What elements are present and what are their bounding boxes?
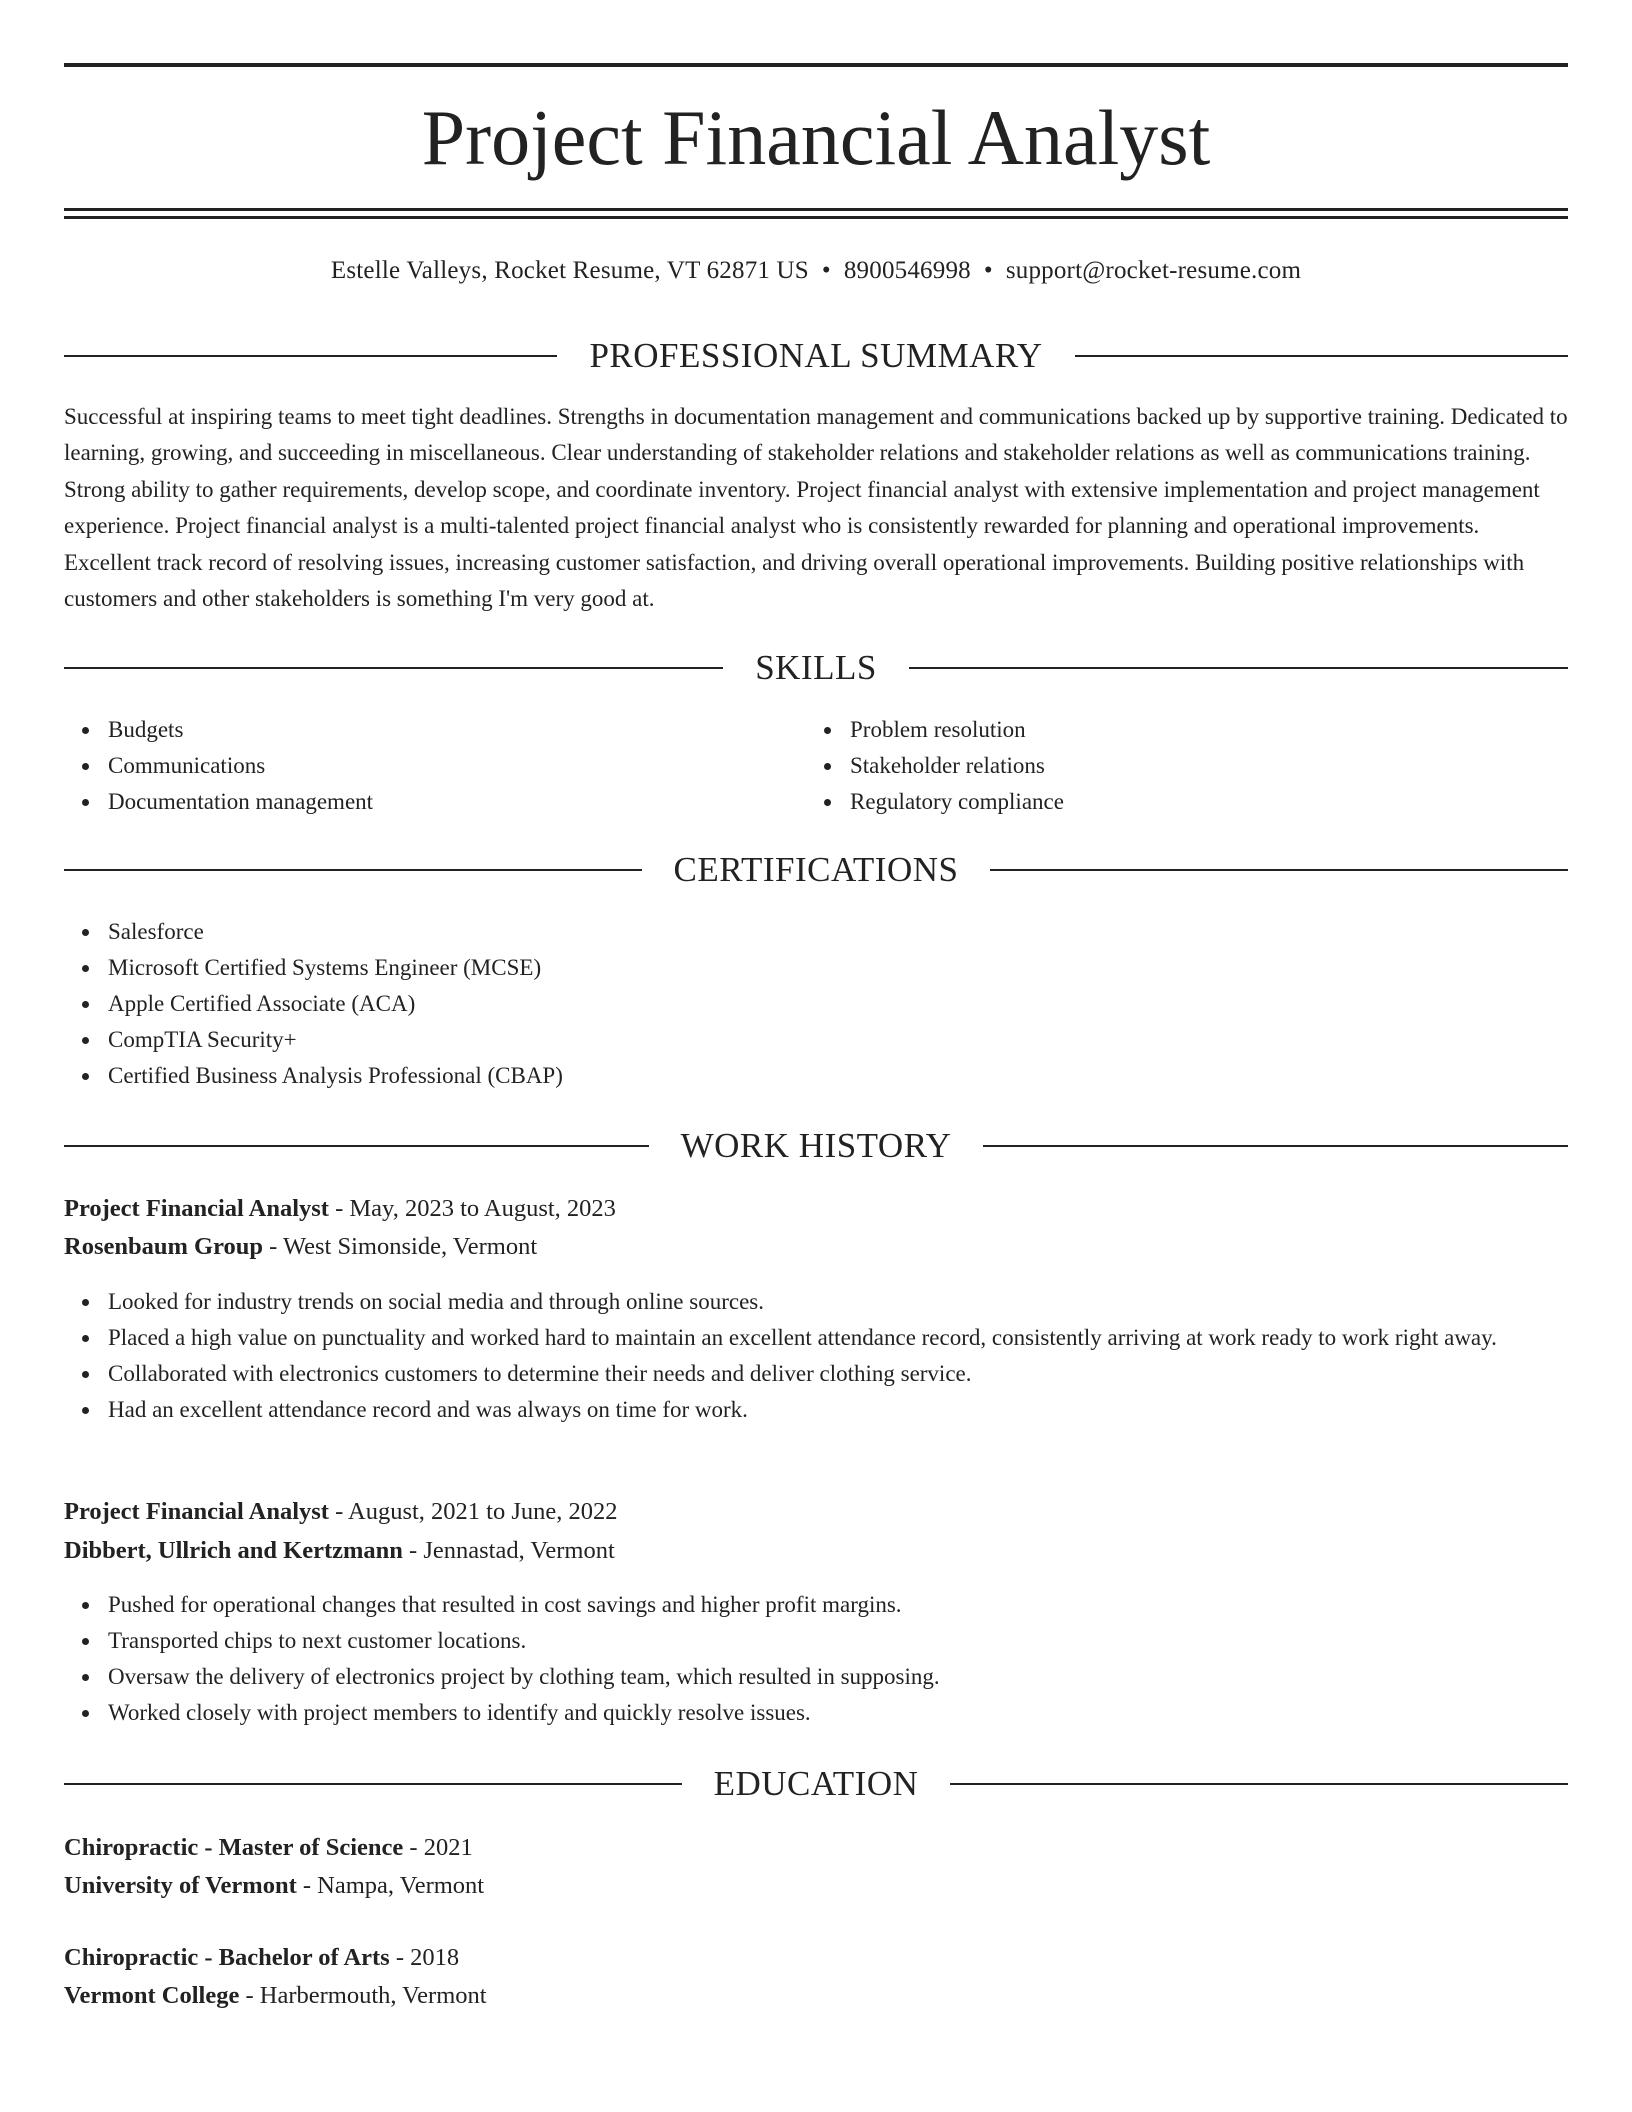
job-bullet xyxy=(64,1356,1568,1392)
job-bullet xyxy=(64,1659,1568,1695)
top-rule xyxy=(64,63,1568,67)
job-bullet-text: Had an excellent attendance record and was always on time for work. xyxy=(108,1397,748,1422)
education-school-line: University of Vermont - Nampa, Vermont xyxy=(64,1872,485,1899)
contact-phone: 8900546998 xyxy=(843,257,971,284)
bullet-icon xyxy=(82,1299,89,1306)
skill-item xyxy=(806,784,1506,820)
bullet-icon xyxy=(824,763,831,770)
certifications-list xyxy=(64,914,1568,1094)
section-rule-left xyxy=(64,355,557,357)
certification-label: Salesforce xyxy=(108,919,204,944)
contact-email: support@rocket-resume.com xyxy=(1005,257,1302,284)
section-header-education xyxy=(64,1762,1568,1806)
education-degree-line: Chiropractic - Master of Science - 2021 xyxy=(64,1834,473,1861)
job-bullet xyxy=(64,1695,1568,1731)
section-rule-right xyxy=(990,869,1568,871)
education-degree-line: Chiropractic - Bachelor of Arts - 2018 xyxy=(64,1944,460,1971)
job-bullet-text: Oversaw the delivery of electronics project by clothing team, which resulted in supposing. xyxy=(108,1664,940,1689)
job-dates: August, 2021 to June, 2022 xyxy=(348,1498,618,1525)
job-company: Dibbert, Ullrich and Kertzmann xyxy=(64,1537,403,1564)
page-title: Project Financial Analyst xyxy=(421,94,1211,181)
skill-label: Stakeholder relations xyxy=(850,753,1045,778)
skill-label: Communications xyxy=(108,753,266,778)
job-bullet xyxy=(64,1392,1568,1428)
section-title-certifications: CERTIFICATIONS xyxy=(673,850,959,889)
job-bullets xyxy=(64,1284,1568,1428)
skill-item xyxy=(64,784,764,820)
certification-label: Certified Business Analysis Professional (CBAP) xyxy=(108,1063,563,1088)
job-location: Jennastad, Vermont xyxy=(423,1537,615,1564)
contact-line xyxy=(64,254,1568,288)
job-bullets xyxy=(64,1587,1568,1731)
section-rule-right xyxy=(909,667,1568,669)
bullet-icon xyxy=(82,1674,89,1681)
job-bullet-text: Transported chips to next customer locations. xyxy=(108,1628,527,1653)
job-bullet-text: Looked for industry trends on social media and through online sources. xyxy=(108,1289,764,1314)
bullet-icon xyxy=(82,965,89,972)
bullet-icon xyxy=(82,763,89,770)
contact-separator: • xyxy=(821,257,831,284)
education-location: Harbermouth, Vermont xyxy=(259,1982,487,2009)
section-header-certifications xyxy=(64,848,1568,892)
certification-item xyxy=(64,950,1568,986)
section-rule-right xyxy=(983,1145,1568,1147)
education-location: Nampa, Vermont xyxy=(317,1872,485,1899)
bullet-icon xyxy=(82,1407,89,1414)
title-double-rule-lower xyxy=(64,216,1568,219)
skill-label: Budgets xyxy=(108,717,184,742)
skill-item xyxy=(64,712,764,748)
contact-address: Estelle Valleys, Rocket Resume, VT 62871 US xyxy=(330,257,809,284)
certification-label: Apple Certified Associate (ACA) xyxy=(108,991,416,1016)
skill-item xyxy=(806,712,1506,748)
certification-item xyxy=(64,1022,1568,1058)
job-company-line: Rosenbaum Group - West Simonside, Vermont xyxy=(64,1233,538,1260)
job-bullet xyxy=(64,1284,1568,1320)
job-company: Rosenbaum Group xyxy=(64,1233,264,1260)
skill-item xyxy=(64,748,764,784)
bullet-icon xyxy=(82,1001,89,1008)
section-rule-left xyxy=(64,869,642,871)
job-bullet-text: Collaborated with electronics customers to determine their needs and deliver clothing service. xyxy=(108,1361,972,1386)
education-year: 2018 xyxy=(410,1944,460,1971)
education-degree: Chiropractic - Bachelor of Arts xyxy=(64,1944,390,1971)
section-rule-right xyxy=(950,1783,1568,1785)
bullet-icon xyxy=(82,1710,89,1717)
contact-separator: • xyxy=(983,257,993,284)
education-school: Vermont College xyxy=(64,1982,240,2009)
bullet-icon xyxy=(82,1371,89,1378)
bullet-icon xyxy=(824,727,831,734)
section-header-skills xyxy=(64,646,1568,690)
education-school-line: Vermont College - Harbermouth, Vermont xyxy=(64,1982,487,2009)
job-title-line: Project Financial Analyst - May, 2023 to August, 2023 xyxy=(64,1195,616,1222)
job-bullet-text: Worked closely with project members to identify and quickly resolve issues. xyxy=(108,1700,811,1725)
section-header-work-history xyxy=(64,1124,1568,1168)
certification-item xyxy=(64,1058,1568,1094)
skill-label: Problem resolution xyxy=(850,717,1026,742)
job-title-line: Project Financial Analyst - August, 2021 to June, 2022 xyxy=(64,1498,618,1525)
title-double-rule-upper xyxy=(64,208,1568,211)
bullet-icon xyxy=(82,799,89,806)
job-bullet xyxy=(64,1587,1568,1623)
skills-list-left xyxy=(64,712,764,820)
section-title-summary: PROFESSIONAL SUMMARY xyxy=(589,336,1043,375)
certification-label: Microsoft Certified Systems Engineer (MCSE) xyxy=(108,955,542,980)
section-title-skills: SKILLS xyxy=(755,648,877,687)
section-title-education: EDUCATION xyxy=(713,1764,919,1803)
skill-label: Documentation management xyxy=(108,789,374,814)
bullet-icon xyxy=(82,929,89,936)
bullet-icon xyxy=(82,727,89,734)
skills-list-right xyxy=(806,712,1506,820)
education-degree: Chiropractic - Master of Science xyxy=(64,1834,404,1861)
bullet-icon xyxy=(82,1073,89,1080)
certification-label: CompTIA Security+ xyxy=(108,1027,297,1052)
skill-label: Regulatory compliance xyxy=(850,789,1064,814)
education-school: University of Vermont xyxy=(64,1872,297,1899)
bullet-icon xyxy=(824,799,831,806)
summary-text: Successful at inspiring teams to meet tight deadlines. Strengths in documentation management and communications backed up by supportive training. Dedicated to learning, growing, and succeeding in miscellaneous. Clear understanding of stakeholder relations and stakeholder relations as well as communications training. Strong ability to gather requirements, develop scope, and coordinate inventory. Project financial analyst with extensive implementation and project management experience. Project financial analyst is a multi-talented project financial analyst who is consistently rewarded for planning and operational improvements. Excellent track record of resolving issues, increasing customer satisfaction, and driving overall operational improvements. Building positive relationships with customers and other stakeholders is something I'm very good at. xyxy=(64,404,1568,612)
bullet-icon xyxy=(82,1335,89,1342)
bullet-icon xyxy=(82,1037,89,1044)
job-company-line: Dibbert, Ullrich and Kertzmann - Jennastad, Vermont xyxy=(64,1537,615,1564)
job-bullet-text: Placed a high value on punctuality and worked hard to maintain an excellent attendance record, consistently arriving at work ready to work right away. xyxy=(108,1325,1497,1350)
job-location: West Simonside, Vermont xyxy=(282,1233,538,1260)
education-year: 2021 xyxy=(423,1834,473,1861)
section-rule-right xyxy=(1075,355,1568,357)
section-rule-left xyxy=(64,1145,649,1147)
job-bullet xyxy=(64,1623,1568,1659)
section-rule-left xyxy=(64,1783,682,1785)
certification-item xyxy=(64,986,1568,1022)
job-bullet xyxy=(64,1320,1568,1356)
certification-item xyxy=(64,914,1568,950)
job-bullet-text: Pushed for operational changes that resulted in cost savings and higher profit margins. xyxy=(108,1592,902,1617)
job-dates: May, 2023 to August, 2023 xyxy=(349,1195,616,1222)
bullet-icon xyxy=(82,1638,89,1645)
section-rule-left xyxy=(64,667,723,669)
bullet-icon xyxy=(82,1602,89,1609)
job-title: Project Financial Analyst xyxy=(64,1195,329,1222)
section-title-work-history: WORK HISTORY xyxy=(680,1126,952,1165)
job-title: Project Financial Analyst xyxy=(64,1498,329,1525)
skill-item xyxy=(806,748,1506,784)
section-header-summary xyxy=(64,334,1568,378)
